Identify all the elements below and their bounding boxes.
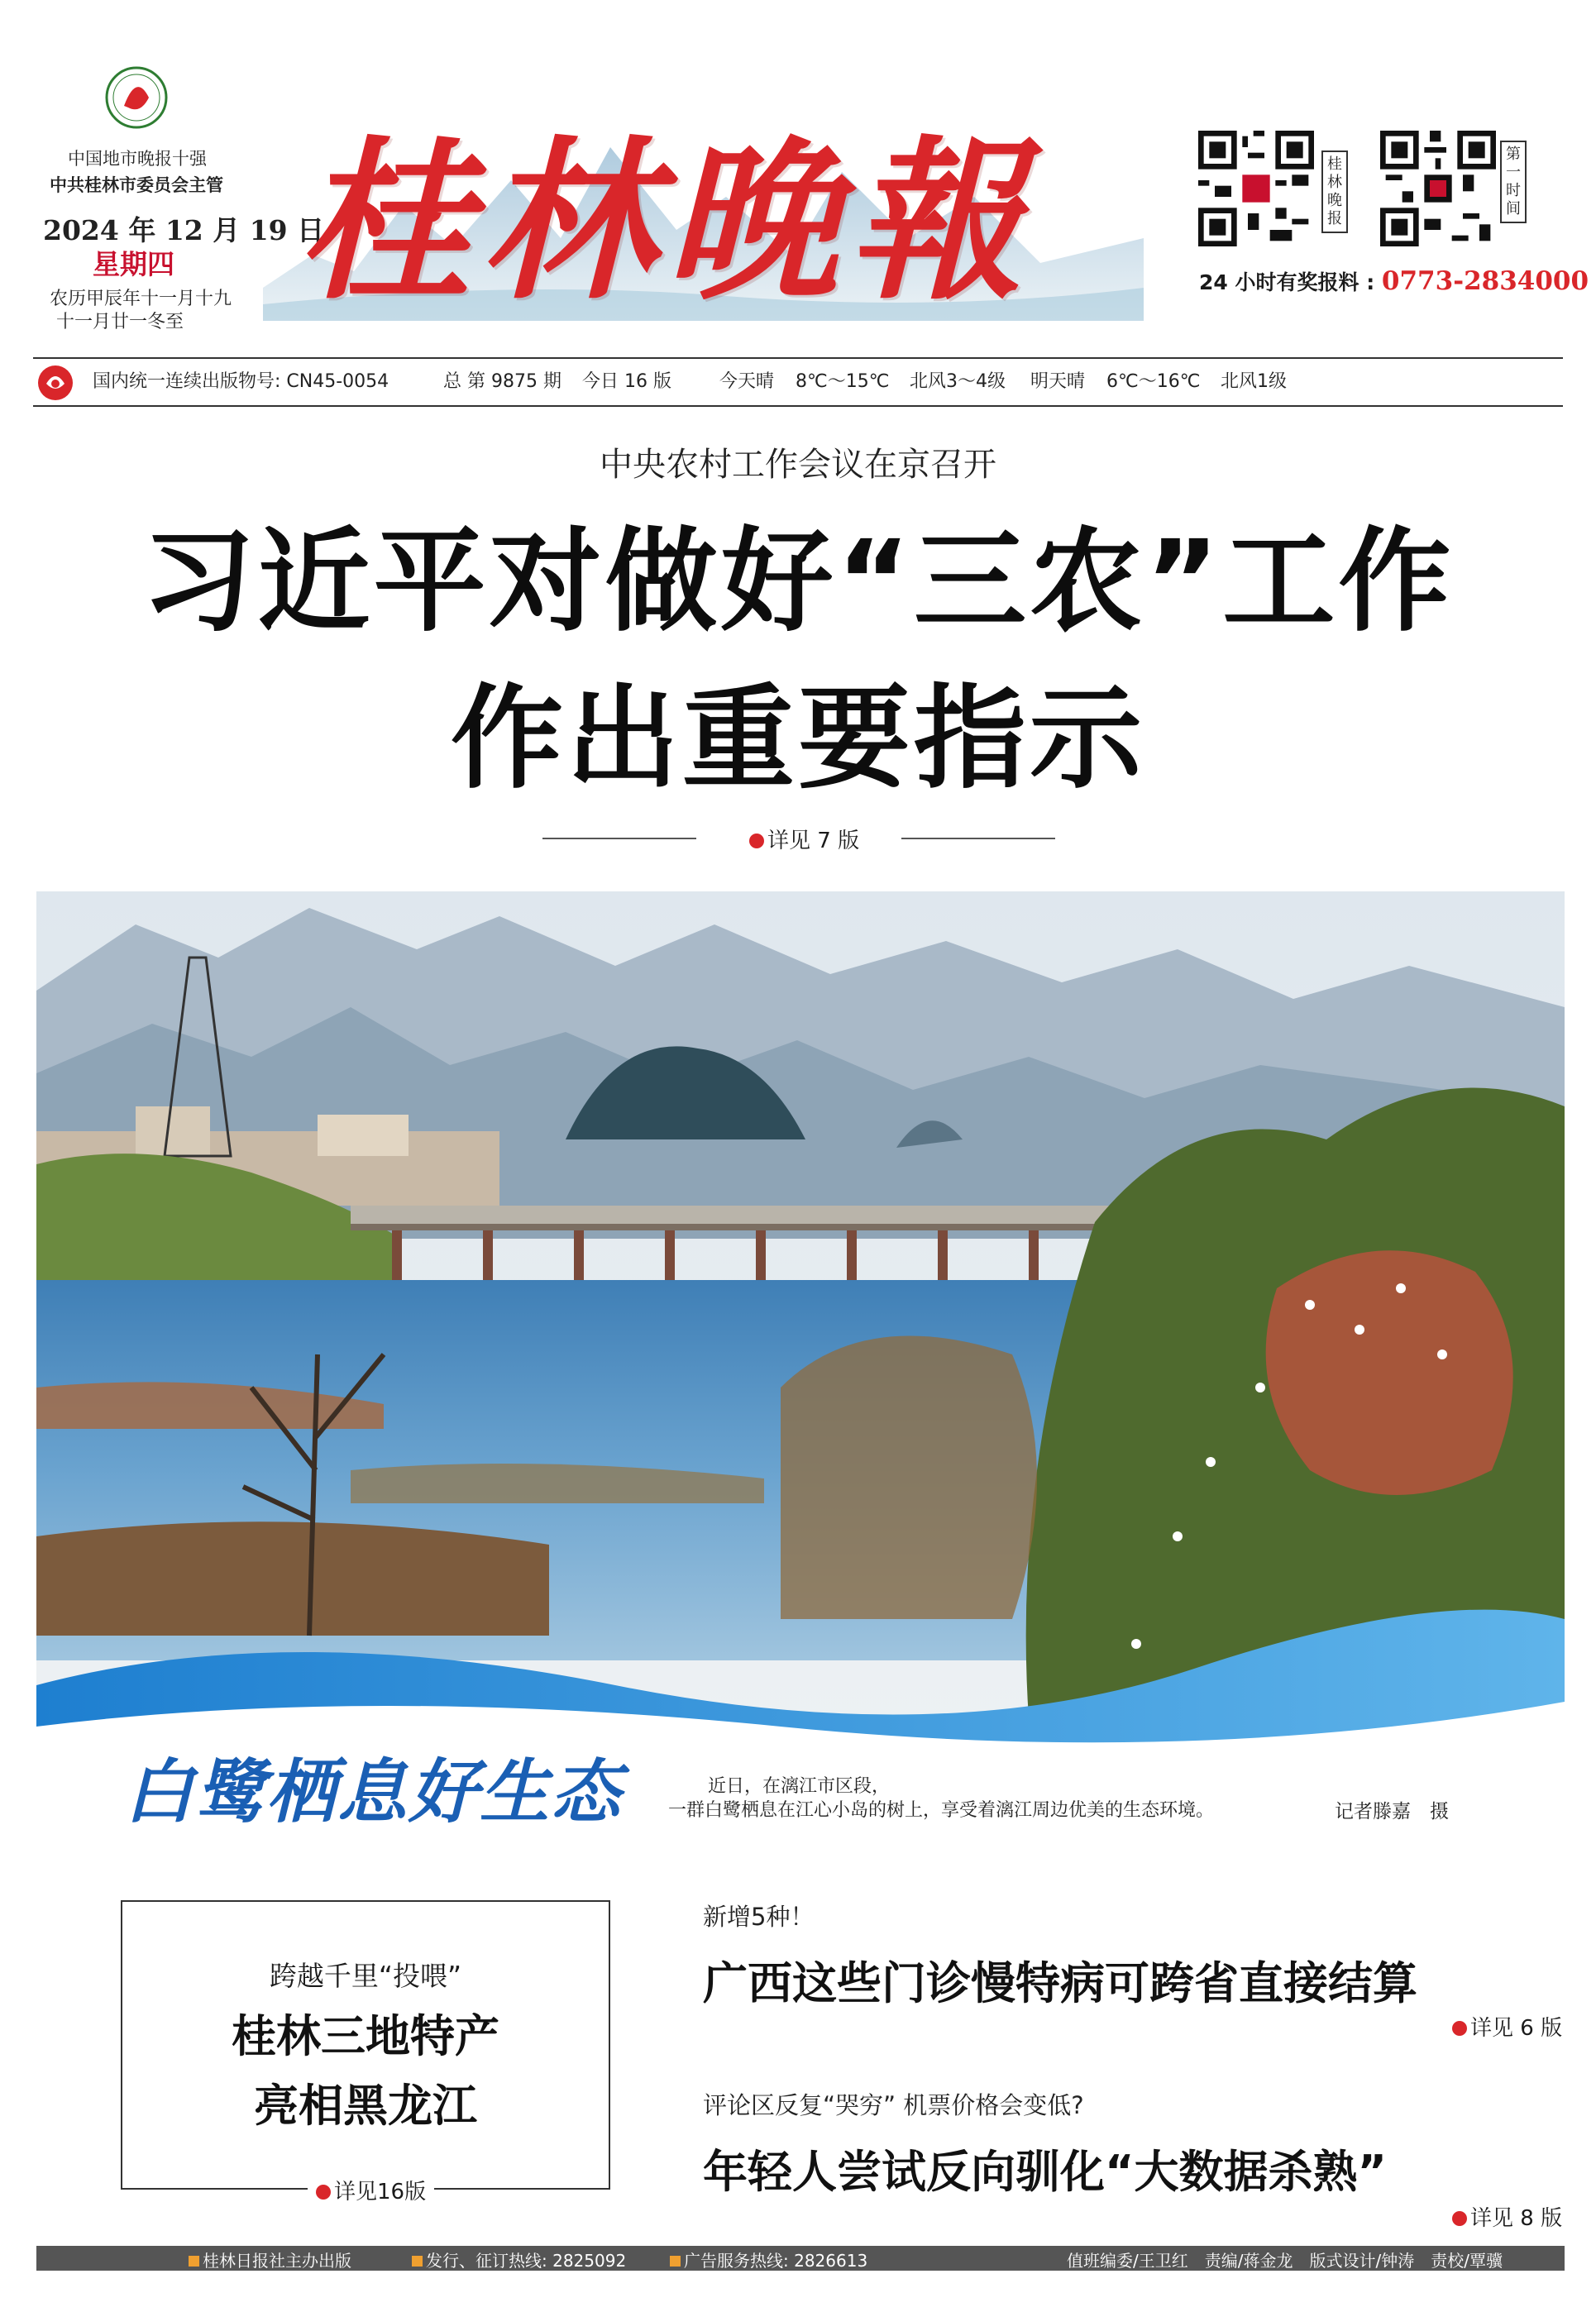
red-dot-icon bbox=[1452, 2211, 1467, 2226]
solar-term: 十一月廿一冬至 bbox=[56, 312, 184, 332]
lead-kicker: 中央农村工作会议在京召开 bbox=[600, 446, 996, 484]
newspaper-badge-logo bbox=[91, 64, 182, 131]
issue-date: 2024 年 12 月 19 日 bbox=[43, 214, 325, 246]
serial-number: 国内统一连续出版物号: CN45-0054 bbox=[93, 371, 389, 392]
footer-staff: 值班编委/王卫红 责编/蒋金龙 版式设计/钟涛 责校/覃骥 bbox=[1067, 2251, 1503, 2271]
sponsor-text: 中共桂林市委员会主管 bbox=[50, 174, 223, 195]
divider bbox=[901, 838, 1055, 839]
newspaper-title: 桂林晚報 bbox=[298, 119, 1033, 323]
weather-today-wind: 北风3～4级 bbox=[910, 371, 1006, 392]
divider bbox=[33, 405, 1563, 407]
weather-tomorrow-temp: 6℃～16℃ bbox=[1106, 371, 1201, 392]
lead-see-page[interactable] bbox=[749, 824, 859, 854]
rank-text: 中国地市晚报十强 bbox=[68, 149, 207, 169]
footer-ads: 广告服务热线: 2826613 bbox=[670, 2248, 867, 2271]
box-headline-line1[interactable]: 桂林三地特产 bbox=[232, 2010, 499, 2062]
box-see-page[interactable] bbox=[308, 2175, 434, 2205]
story2-see-page[interactable] bbox=[1452, 2201, 1562, 2232]
qr-code-icon[interactable] bbox=[1379, 131, 1497, 246]
story1-see-page[interactable] bbox=[1452, 2011, 1562, 2042]
lead-headline-line2[interactable]: 作出重要指示 bbox=[451, 674, 1145, 805]
story2-see-text: 详见 8 版 bbox=[1470, 2206, 1563, 2231]
egret-river-photo bbox=[36, 891, 1565, 1809]
issue-number: 总 第 9875 期 bbox=[443, 371, 561, 392]
qr-code-icon[interactable] bbox=[1197, 131, 1315, 246]
tip-hotline bbox=[1199, 266, 1589, 296]
weather-today-temp: 8℃～15℃ bbox=[796, 371, 890, 392]
lead-headline-line1[interactable]: 习近平对做好“三农”工作 bbox=[141, 517, 1455, 647]
lead-see-text: 详见 7 版 bbox=[767, 829, 860, 853]
newspaper-emblem-icon bbox=[36, 364, 74, 402]
photo-title: 白鹭栖息好生态 bbox=[124, 1751, 623, 1832]
story1-kicker: 新增5种！ bbox=[703, 1903, 815, 1931]
photo-caption-line2: 一群白鹭栖息在江心小岛的树上，享受着漓江周边优美的生态环境。 bbox=[668, 1800, 1215, 1821]
page-count: 今日 16 版 bbox=[582, 371, 671, 392]
lunar-date: 农历甲辰年十一月十九 bbox=[50, 289, 232, 309]
hotline-number[interactable]: 0773-2834000 bbox=[1381, 266, 1589, 296]
qr1-label: 桂林晚报 bbox=[1321, 150, 1348, 233]
photo-credit: 记者滕嘉 摄 bbox=[1335, 1801, 1449, 1822]
story2-kicker: 评论区反复“哭穷” 机票价格会变低? bbox=[703, 2091, 1084, 2119]
hotline-label: 24 小时有奖报料 : bbox=[1199, 270, 1375, 294]
red-dot-icon bbox=[749, 834, 764, 848]
weather-tomorrow-wind: 北风1级 bbox=[1221, 371, 1287, 392]
story2-headline[interactable]: 年轻人尝试反向驯化“大数据杀熟” bbox=[703, 2146, 1387, 2198]
divider bbox=[542, 838, 696, 839]
story1-see-text: 详见 6 版 bbox=[1470, 2016, 1563, 2041]
issue-weekday: 星期四 bbox=[93, 248, 174, 280]
story1-headline[interactable]: 广西这些门诊慢特病可跨省直接结算 bbox=[703, 1957, 1417, 2009]
footer-distribution: 发行、征订热线: 2825092 bbox=[412, 2248, 626, 2271]
photo-caption-line1: 近日，在漓江市区段， bbox=[708, 1776, 891, 1797]
box-kicker: 跨越千里“投喂” bbox=[269, 1960, 462, 1992]
red-dot-icon bbox=[1452, 2021, 1467, 2036]
weather-today: 今天晴 bbox=[719, 371, 775, 392]
footer-publisher: 桂林日报社主办出版 bbox=[189, 2248, 351, 2271]
weather-tomorrow: 明天晴 bbox=[1030, 371, 1086, 392]
red-dot-icon bbox=[316, 2185, 331, 2200]
box-see-text: 详见16版 bbox=[334, 2180, 427, 2205]
divider bbox=[33, 357, 1563, 359]
box-headline-line2[interactable]: 亮相黑龙江 bbox=[254, 2080, 477, 2132]
qr2-label: 第一时间 bbox=[1500, 141, 1527, 223]
